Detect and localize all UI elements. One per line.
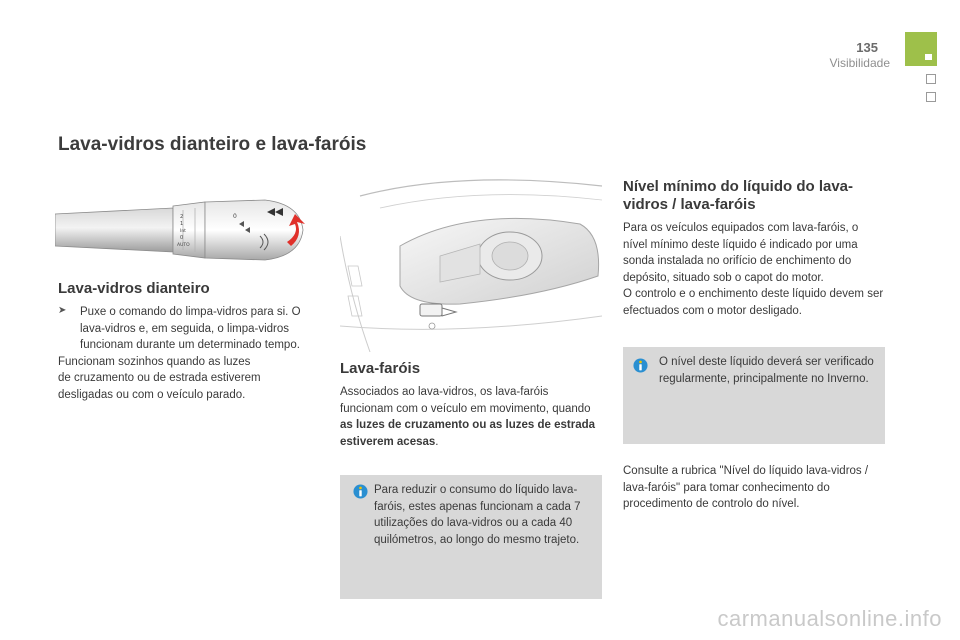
watermark: carmanualsonline.info — [717, 606, 942, 631]
fluid-level-body — [623, 220, 885, 319]
section-tab[interactable] — [926, 92, 936, 102]
body-text-bold: as luzes de cruzamento ou as luzes de estrada estiverem acesas — [340, 419, 596, 448]
body-text: Consulte a rubrica "Nível do líquido lava-vidros / lava-faróis" para tomar conhecimento do procedimento de controlo do nível. — [623, 465, 869, 510]
body-text: . — [435, 435, 439, 448]
body-text: Associados ao lava-vidros, os lava-faróis funcionam com o veículo em movimento, quando — [340, 386, 591, 415]
page-number: 135 — [856, 40, 878, 55]
body-text: de cruzamento ou de estrada estiverem — [58, 372, 261, 384]
bullet-text: Puxe o comando do limpa-vidros para si. O lava-vidros e, em seguida, o limpa-vidros funcionam durante um determinado tempo. — [80, 306, 301, 351]
body-text: Para os veículos equipados com lava-faróis, o nível mínimo deste líquido é indicado por uma sonda instalada no orifício de enchimento do depósito, situado sob o capot do motor. — [623, 222, 859, 284]
body-text: Funcionam sozinhos quando as luzes — [58, 355, 251, 368]
svg-text:0: 0 — [180, 235, 184, 241]
svg-text:1: 1 — [180, 221, 184, 227]
bullet-item — [58, 304, 320, 354]
headlamp-washer-body — [340, 384, 600, 450]
info-box — [340, 475, 602, 599]
svg-text:0: 0 — [233, 213, 237, 220]
section-heading-headlamp-washer: Lava-faróis — [340, 360, 421, 377]
section-tab-active[interactable] — [905, 32, 937, 66]
svg-text:AUTO: AUTO — [177, 243, 190, 248]
tab-square-icon — [925, 54, 932, 60]
body-text: desligadas ou com o veículo parado. — [58, 388, 246, 401]
page-title: Lava-vidros dianteiro e lava-faróis — [58, 134, 367, 155]
body-text: O controlo e o enchimento deste líquido devem ser efectuados com o motor desligado. — [623, 288, 884, 317]
section-tab[interactable] — [926, 74, 936, 84]
info-icon — [633, 358, 648, 373]
section-heading-front-washer: Lava-vidros dianteiro — [58, 280, 210, 297]
info-text: Para reduzir o consumo do líquido lava-faróis, estes apenas funcionam a cada 7 utilizações do lava-vidros ou a cada 40 quilómetros, ao longo do mesmo trajeto. — [374, 484, 581, 546]
headlamp-washer-illustration — [340, 176, 602, 352]
section-heading-fluid-level: Nível mínimo do líquido do lava-vidros / lava-faróis — [623, 178, 854, 213]
info-text: O nível deste líquido deverá ser verificado regularmente, principalmente no Inverno. — [659, 356, 874, 385]
svg-text:Int: Int — [180, 229, 186, 234]
wiper-stalk-illustration — [55, 196, 315, 276]
svg-text:2: 2 — [180, 214, 184, 220]
info-box — [623, 347, 885, 444]
section-name: Visibilidade — [829, 56, 890, 70]
front-washer-body — [58, 304, 320, 403]
bullet-arrow-icon: ➤ — [58, 305, 67, 316]
info-icon — [353, 484, 368, 499]
